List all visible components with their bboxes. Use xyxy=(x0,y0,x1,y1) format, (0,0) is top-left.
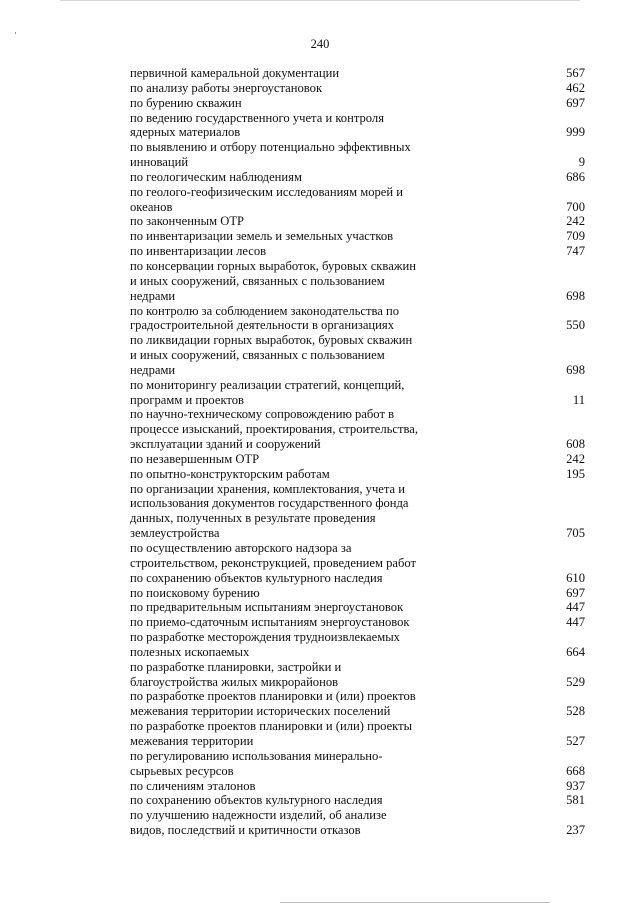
entry-text-line: полезных ископаемых xyxy=(130,644,250,659)
entry-text-line: по разработке проектов планировки и (или) проекты xyxy=(130,719,413,734)
entry-code: 242 xyxy=(566,214,585,229)
entry-text-line: по законченным ОТР xyxy=(130,214,245,229)
index-entry xyxy=(130,600,585,615)
entry-text-line: программ и проектов xyxy=(130,392,244,407)
entry-code: 581 xyxy=(566,793,585,808)
entry-code: 999 xyxy=(566,125,585,140)
entry-text-line: землеустройства xyxy=(130,526,220,541)
index-entry xyxy=(130,170,585,185)
entry-text-line: межевания территории xyxy=(130,733,254,748)
entry-code: 937 xyxy=(566,778,585,793)
entry-text-line: по геологическим наблюдениям xyxy=(130,169,302,184)
index-entry xyxy=(130,452,585,467)
entry-code: 608 xyxy=(566,437,585,452)
index-entry xyxy=(130,586,585,601)
entry-code: 610 xyxy=(566,570,585,585)
entry-text-line: по регулированию использования минерально- xyxy=(130,748,383,763)
scan-speck xyxy=(15,32,16,34)
index-entry xyxy=(130,66,585,81)
entry-text-line: по приемо-сдаточным испытаниям энергоустановок xyxy=(130,615,410,630)
entry-text-line: по поисковому бурению xyxy=(130,585,260,600)
index-entry xyxy=(130,793,585,808)
entry-text-line: по инвентаризации земель и земельных участков xyxy=(130,229,394,244)
entry-text-line: по сохранению объектов культурного наследия xyxy=(130,793,383,808)
index-entry xyxy=(130,719,585,749)
index-entry xyxy=(130,467,585,482)
entry-text-line: по выявлению и отбору потенциально эффективных xyxy=(130,140,411,155)
index-entry xyxy=(130,244,585,259)
index-entry xyxy=(130,808,585,838)
page-number: 240 xyxy=(310,37,330,51)
entry-text-line: по предварительным испытаниям энергоустановок xyxy=(130,600,404,615)
entry-text-line: по опытно-конструкторским работам xyxy=(130,466,330,481)
index-entry xyxy=(130,111,585,141)
entry-text-line: недрами xyxy=(130,362,176,377)
entry-code: 447 xyxy=(566,615,585,630)
entry-text-line: эксплуатации зданий и сооружений xyxy=(130,437,321,452)
entry-code: 462 xyxy=(566,80,585,95)
index-entry xyxy=(130,482,585,541)
entry-text-line: использования документов государственного фонда xyxy=(130,496,409,511)
index-entry xyxy=(130,185,585,215)
entry-text-line: по ведению государственного учета и контроля xyxy=(130,110,385,125)
index-entry xyxy=(130,229,585,244)
index-entry xyxy=(130,407,585,452)
entry-text-line: по незавершенным ОТР xyxy=(130,451,260,466)
entry-text-line: благоустройства жилых микрорайонов xyxy=(130,674,339,689)
entry-code: 242 xyxy=(566,451,585,466)
entry-code: 664 xyxy=(566,644,585,659)
index-entry-list xyxy=(130,66,585,838)
entry-code: 700 xyxy=(566,199,585,214)
index-entry xyxy=(130,81,585,96)
entry-text-line: и иных сооружений, связанных с пользованием xyxy=(130,273,385,288)
entry-text-line: строительством, реконструкцией, проведением работ xyxy=(130,555,417,570)
scan-bottom-edge xyxy=(280,902,550,903)
index-entry xyxy=(130,259,585,304)
entry-code: 698 xyxy=(566,362,585,377)
index-entry xyxy=(130,615,585,630)
index-entry xyxy=(130,378,585,408)
entry-text-line: по анализу работы энергоустановок xyxy=(130,80,323,95)
entry-text-line: по ликвидации горных выработок, буровых скважин xyxy=(130,333,413,348)
entry-code: 567 xyxy=(566,66,585,80)
entry-text-line: по осуществлению авторского надзора за xyxy=(130,541,352,555)
index-entry xyxy=(130,541,585,586)
entry-text-line: по геолого-геофизическим исследованиям морей и xyxy=(130,184,404,199)
entry-code: 686 xyxy=(566,169,585,184)
entry-text-line: по мониторингу реализации стратегий, концепций, xyxy=(130,377,405,392)
entry-text-line: данных, полученных в результате проведения xyxy=(130,511,376,526)
index-entry xyxy=(130,749,585,779)
index-entry xyxy=(130,779,585,794)
entry-text-line: первичной камеральной документации xyxy=(130,66,340,80)
entry-text-line: по контролю за соблюдением законодательства по xyxy=(130,303,400,318)
index-entry xyxy=(130,689,585,719)
entry-text-line: ядерных материалов xyxy=(130,125,241,140)
entry-code: 550 xyxy=(566,318,585,333)
entry-text-line: по улучшению надежности изделий, об анализе xyxy=(130,808,387,823)
entry-text-line: по организации хранения, комплектования, учета и xyxy=(130,481,406,496)
entry-text-line: по инвентаризации лесов xyxy=(130,244,267,259)
entry-text-line: градостроительной деятельности в организациях xyxy=(130,318,394,333)
index-entry xyxy=(130,214,585,229)
entry-code: 747 xyxy=(566,244,585,259)
entry-text-line: по научно-техническому сопровождению работ в xyxy=(130,407,395,422)
index-entry xyxy=(130,333,585,378)
entry-code: 705 xyxy=(566,526,585,541)
entry-text-line: и иных сооружений, связанных с пользованием xyxy=(130,348,385,363)
entry-text-line: инноваций xyxy=(130,155,189,170)
index-entry xyxy=(130,660,585,690)
index-entry xyxy=(130,304,585,334)
entry-code: 697 xyxy=(566,585,585,600)
entry-code: 9 xyxy=(578,155,585,170)
entry-text-line: видов, последствий и критичности отказов xyxy=(130,823,361,838)
entry-text-line: по разработке планировки, застройки и xyxy=(130,659,342,674)
index-entry xyxy=(130,96,585,111)
entry-code: 527 xyxy=(566,733,585,748)
entry-code: 195 xyxy=(566,466,585,481)
entry-text-line: по консервации горных выработок, буровых скважин xyxy=(130,258,416,273)
entry-text-line: по сличениям эталонов xyxy=(130,778,256,793)
entry-text-line: сырьевых ресурсов xyxy=(130,763,234,778)
entry-code: 697 xyxy=(566,95,585,110)
scan-top-edge xyxy=(60,0,580,1)
entry-text-line: по сохранению объектов культурного наследия xyxy=(130,570,383,585)
index-entry xyxy=(130,140,585,170)
entry-code: 237 xyxy=(566,823,585,838)
entry-text-line: океанов xyxy=(130,199,173,214)
index-entry xyxy=(130,630,585,660)
entry-text-line: недрами xyxy=(130,288,176,303)
entry-text-line: по разработке месторождения трудноизвлекаемых xyxy=(130,630,400,645)
entry-code: 698 xyxy=(566,288,585,303)
entry-code: 447 xyxy=(566,600,585,615)
entry-text-line: по разработке проектов планировки и (или) проектов xyxy=(130,689,416,704)
entry-code: 11 xyxy=(572,392,585,407)
entry-text-line: по бурению скважин xyxy=(130,95,242,110)
entry-code: 668 xyxy=(566,763,585,778)
entry-text-line: процессе изысканий, проектирования, строительства, xyxy=(130,422,418,437)
entry-code: 528 xyxy=(566,704,585,719)
entry-code: 529 xyxy=(566,674,585,689)
entry-code: 709 xyxy=(566,229,585,244)
entry-text-line: межевания территории исторических поселений xyxy=(130,704,391,719)
